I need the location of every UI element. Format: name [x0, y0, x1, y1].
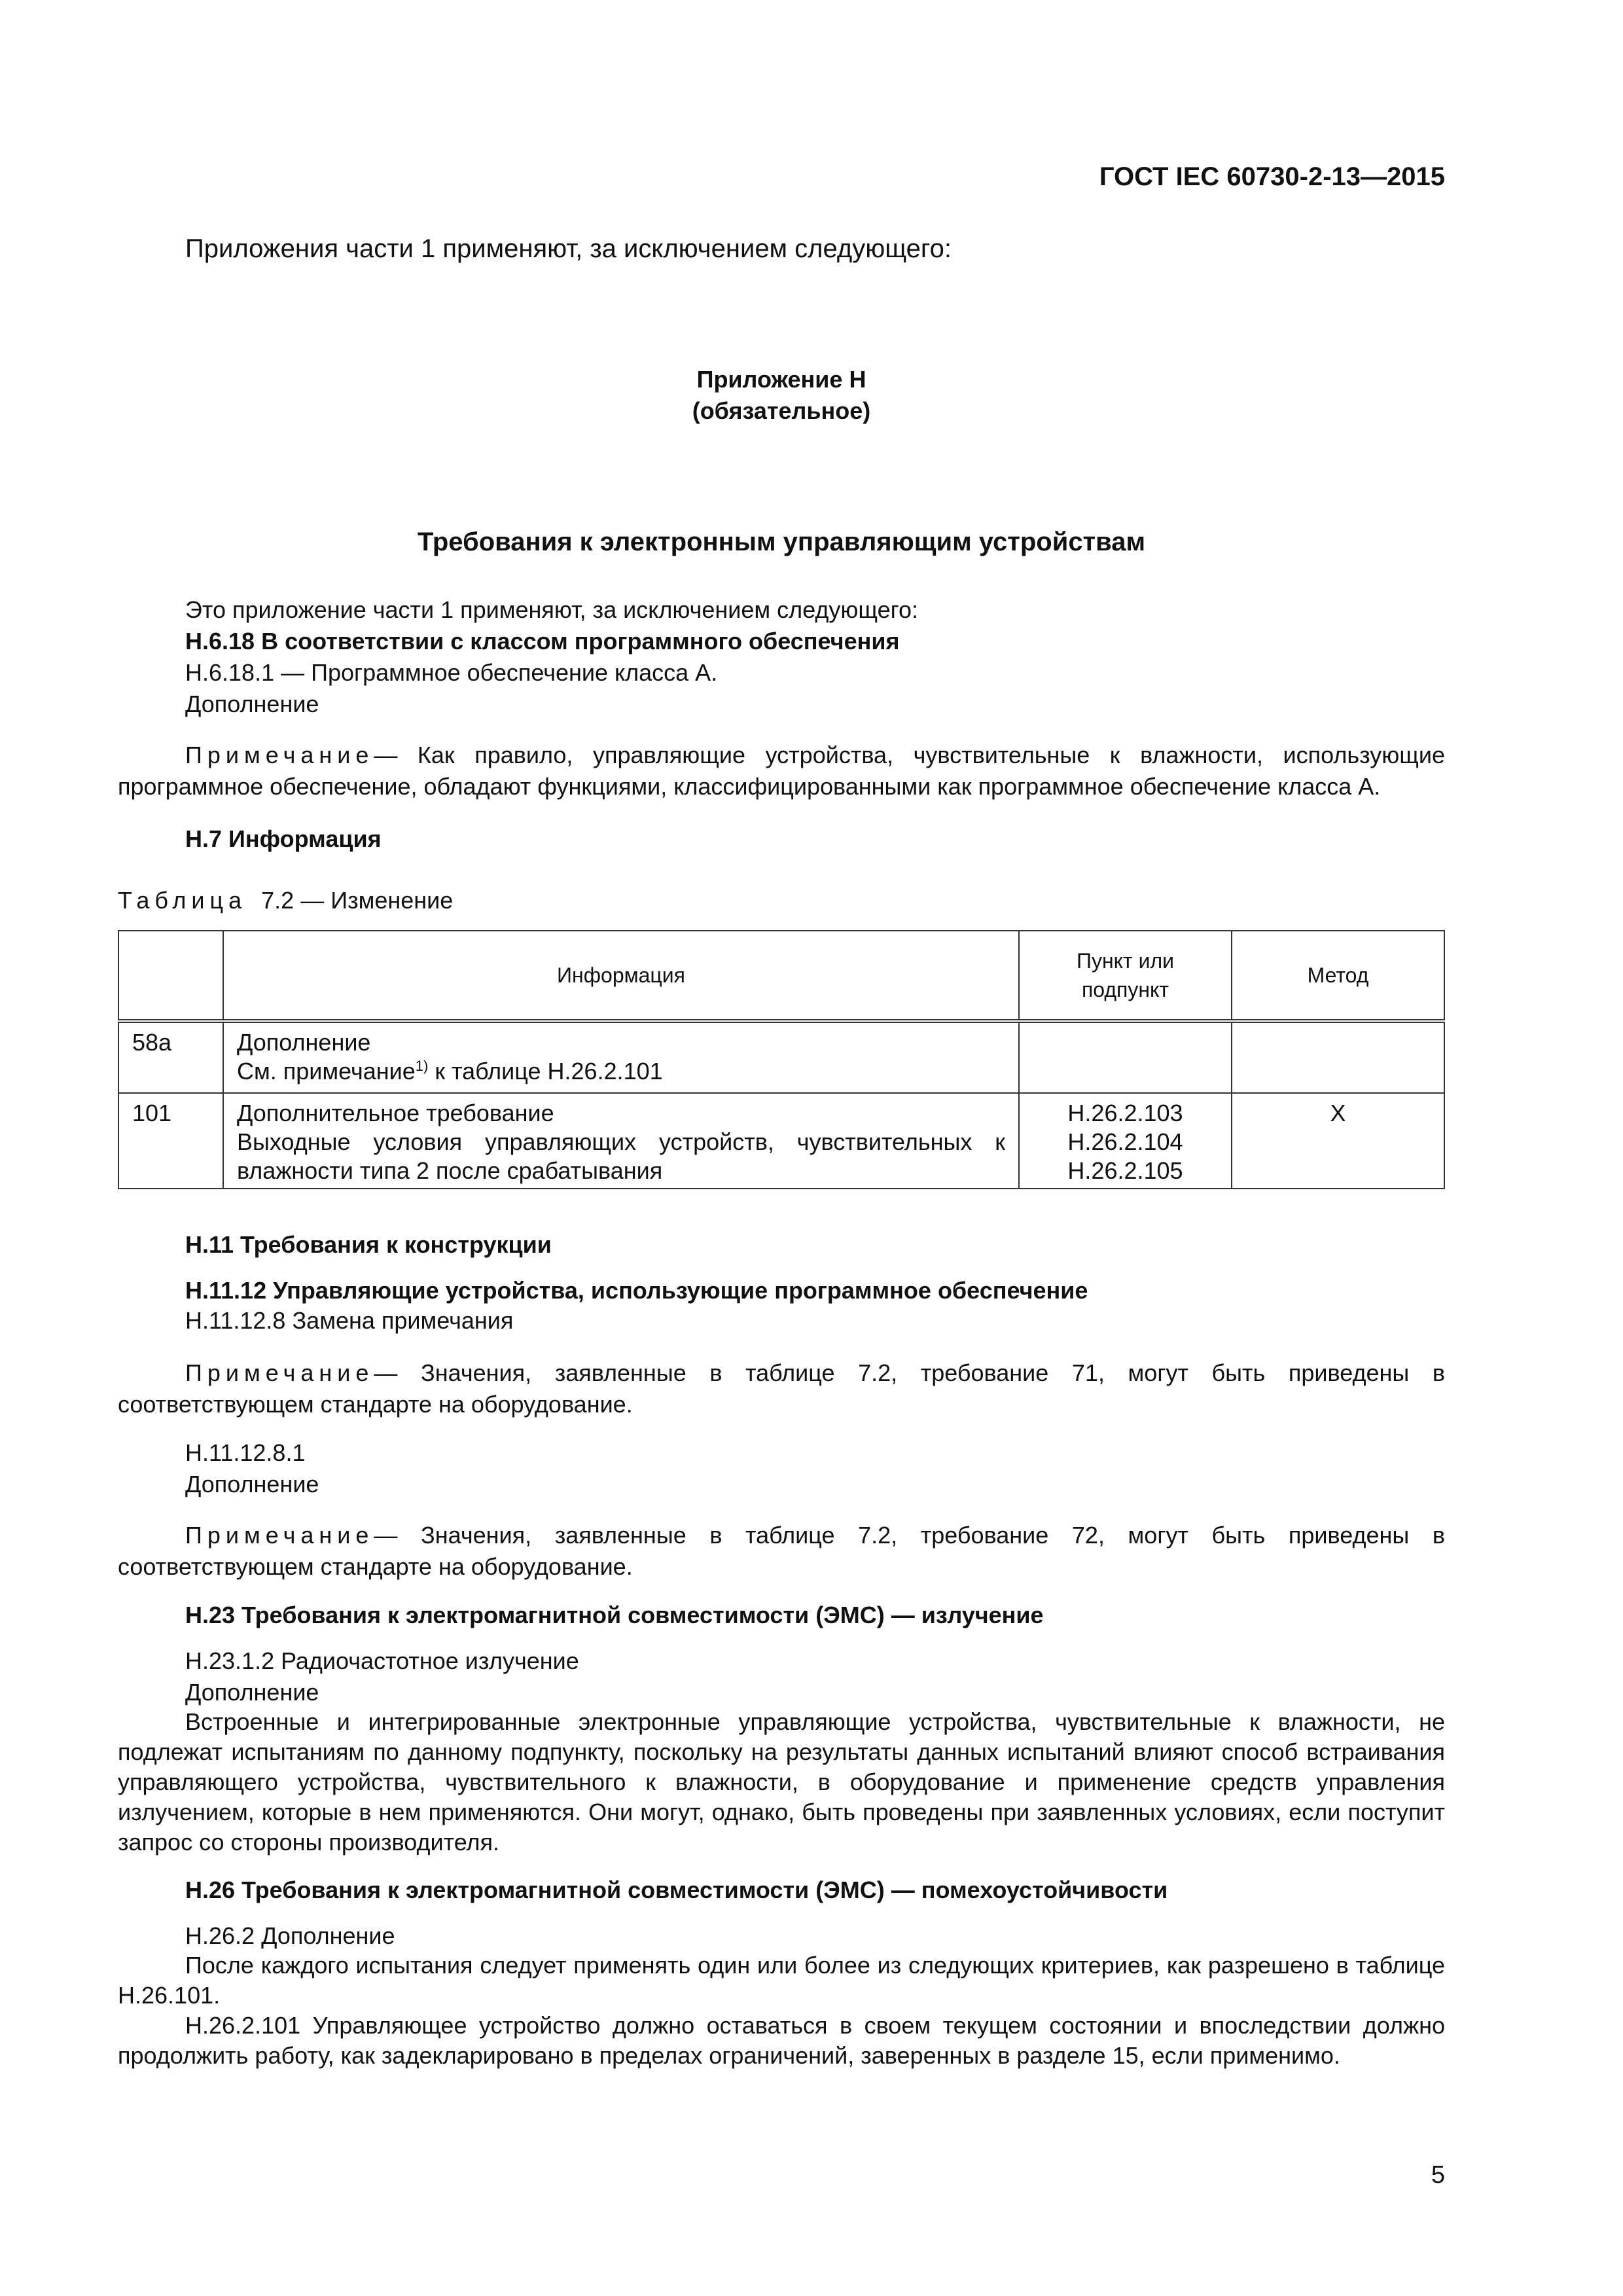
standard-designation: ГОСТ IEC 60730-2-13—2015 — [1099, 162, 1445, 191]
p11128: Н.11.12.8 Замена примечания — [185, 1307, 514, 1334]
row-number: 58a — [118, 1021, 223, 1093]
note-3 — [118, 1520, 1445, 1583]
section-h26: Н.26 Требования к электромагнитной совместимости (ЭМС) — помехоустойчивости — [185, 1876, 1168, 1903]
note-1 — [118, 740, 1445, 802]
note-label: Примечание — [185, 1522, 374, 1549]
p111281-line2: Дополнение — [185, 1471, 319, 1498]
info-text: к таблице Н.26.2.101 — [428, 1058, 663, 1085]
row-clauses — [1019, 1021, 1232, 1093]
section-h11: Н.11 Требования к конструкции — [185, 1231, 552, 1258]
p262101-text: Н.26.2.101 Управляющее устройство должно оставаться в своем текущем состоянии и впоследствии должно продолжить работу, как задекларировано в пределах ограничений, заверенных в разделе 15, если применимо. — [118, 2012, 1445, 2069]
p2312-line2: Дополнение — [185, 1679, 319, 1706]
p262-line1: Н.26.2 Дополнение — [185, 1922, 395, 1949]
info-line: Выходные условия управляющих устройств, чувствительных к влажности типа 2 после срабатывания — [237, 1128, 1005, 1184]
section-h23: Н.23 Требования к электромагнитной совместимости (ЭМС) — излучение — [185, 1602, 1044, 1628]
row-clauses — [1019, 1093, 1232, 1189]
row-method: X — [1232, 1093, 1444, 1189]
table-row — [118, 1093, 1444, 1189]
p1-line4: Дополнение — [185, 691, 319, 717]
header-clause: Пункт или подпункт — [1019, 931, 1232, 1021]
info-line: Дополнение — [237, 1029, 371, 1056]
header-method: Метод — [1232, 931, 1444, 1021]
p2312-line1: Н.23.1.2 Радиочастотное излучение — [185, 1647, 579, 1674]
clause: Н.26.2.105 — [1067, 1157, 1183, 1184]
footnote-marker: 1) — [415, 1058, 429, 1074]
clause: Н.26.2.103 — [1067, 1100, 1183, 1126]
intro-text: Приложения части 1 применяют, за исключением следующего: — [185, 234, 952, 263]
table-caption-text: 7.2 — Изменение — [261, 887, 454, 914]
clause: Н.26.2.104 — [1067, 1128, 1183, 1155]
section-h618: Н.6.18 В соответствии с классом программного обеспечения — [185, 628, 900, 655]
information-table — [118, 930, 1445, 1189]
p1-line1: Это приложение части 1 применяют, за исключением следующего: — [185, 596, 919, 623]
table-header-row — [118, 931, 1444, 1021]
page-number: 5 — [1431, 2161, 1445, 2189]
note-text: — Значения, заявленные в таблице 7.2, требование 72, могут быть приведены в соответствующем стандарте на оборудование. — [118, 1522, 1445, 1580]
p2312-text: Встроенные и интегрированные электронные управляющие устройства, чувствительные к влажности, не подлежат испытаниям по данному подпункту, поскольку на результаты данных испытаний влияют способ встраивания управляющего устройства, чувствительного к влажности, в оборудование и применение средств управления излучением, которые в нем применяются. Они могут, однако, быть проведены при заявленных условиях, если поступит запрос со стороны производителя. — [118, 1708, 1445, 1856]
note-2 — [118, 1357, 1445, 1420]
note-text: — Значения, заявленные в таблице 7.2, требование 71, могут быть приведены в соответствующем стандарте на оборудование. — [118, 1359, 1445, 1418]
p262-text: После каждого испытания следует применять один или более из следующих критериев, как разрешено в таблице Н.26.101. — [118, 1952, 1445, 2009]
annex-title: Приложение Н — [696, 366, 866, 393]
row-information — [223, 1093, 1019, 1189]
p111281-line1: Н.11.12.8.1 — [185, 1439, 306, 1466]
p1-line3: Н.6.18.1 — Программное обеспечение класса А. — [185, 659, 718, 686]
row-method — [1232, 1021, 1444, 1093]
section-h1112: Н.11.12 Управляющие устройства, использующие программное обеспечение — [185, 1277, 1088, 1304]
info-text: См. примечание — [237, 1058, 416, 1085]
note-label: Примечание — [185, 742, 374, 768]
info-line — [237, 1057, 1005, 1086]
table-caption — [118, 885, 1445, 916]
note-text: — Как правило, управляющие устройства, чувствительные к влажности, использующие программное обеспечение, обладают функциями, классифицированными как программное обеспечение класса А. — [118, 742, 1445, 800]
row-information — [223, 1021, 1019, 1093]
info-line: Дополнительное требование — [237, 1100, 554, 1126]
header-information: Информация — [223, 931, 1019, 1021]
header-number — [118, 931, 223, 1021]
note-label: Примечание — [185, 1359, 374, 1386]
row-number: 101 — [118, 1093, 223, 1189]
table-row — [118, 1021, 1444, 1093]
table-caption-label: Таблица — [118, 887, 247, 914]
annex-heading: Требования к электронным управляющим устройствам — [417, 528, 1146, 556]
section-h7: Н.7 Информация — [185, 825, 382, 852]
annex-status: (обязательное) — [692, 397, 871, 424]
